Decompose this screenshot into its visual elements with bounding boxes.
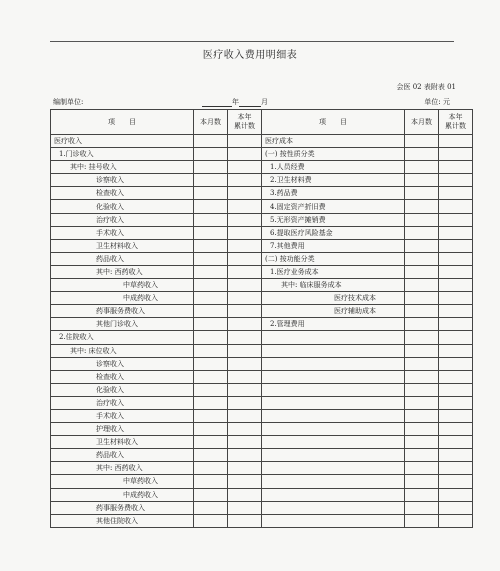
left-this-month-cell[interactable] xyxy=(194,501,228,514)
table-row xyxy=(51,331,473,344)
right-this-month-cell[interactable] xyxy=(405,383,439,396)
right-ytd-cell[interactable] xyxy=(439,148,473,161)
left-item-label: 医疗收入 xyxy=(51,135,194,148)
right-this-month-cell[interactable] xyxy=(405,331,439,344)
month-label: 月 xyxy=(261,98,268,106)
table-row xyxy=(51,279,473,292)
right-item-label xyxy=(262,357,405,370)
right-ytd-cell[interactable] xyxy=(439,135,473,148)
right-this-month-cell[interactable] xyxy=(405,305,439,318)
left-this-month-cell[interactable] xyxy=(194,200,228,213)
right-this-month-cell[interactable] xyxy=(405,488,439,501)
left-this-month-cell[interactable] xyxy=(194,462,228,475)
left-item-label: 其中: 西药收入 xyxy=(51,265,194,278)
compiling-unit-label: 编制单位: xyxy=(53,98,84,106)
right-ytd-cell[interactable] xyxy=(439,174,473,187)
left-item-label: 药事服务费收入 xyxy=(51,501,194,514)
table-row xyxy=(51,488,473,501)
table-row xyxy=(51,423,473,436)
right-item-label xyxy=(262,370,405,383)
left-item-label: 药品收入 xyxy=(51,449,194,462)
right-item-label xyxy=(262,396,405,409)
left-ytd-cell[interactable] xyxy=(228,488,262,501)
left-ytd-cell[interactable] xyxy=(228,475,262,488)
left-ytd-cell[interactable] xyxy=(228,148,262,161)
right-ytd-cell[interactable] xyxy=(439,252,473,265)
right-this-month-cell[interactable] xyxy=(405,161,439,174)
left-item-label: 2.住院收入 xyxy=(51,331,194,344)
left-this-month-cell[interactable] xyxy=(194,488,228,501)
left-item-label: 化验收入 xyxy=(51,383,194,396)
left-ytd-cell[interactable] xyxy=(228,305,262,318)
right-ytd-cell[interactable] xyxy=(439,239,473,252)
right-item-label xyxy=(262,331,405,344)
right-this-month-cell[interactable] xyxy=(405,344,439,357)
left-ytd-cell[interactable] xyxy=(228,409,262,422)
left-ytd-cell[interactable] xyxy=(228,187,262,200)
right-item-label xyxy=(262,514,405,527)
right-this-month-cell[interactable] xyxy=(405,213,439,226)
left-item-label: 中成药收入 xyxy=(51,488,194,501)
right-this-month-cell[interactable] xyxy=(405,265,439,278)
right-item-label xyxy=(262,501,405,514)
right-ytd-cell[interactable] xyxy=(439,226,473,239)
left-this-month-cell[interactable] xyxy=(194,161,228,174)
right-item-label xyxy=(262,383,405,396)
right-item-label xyxy=(262,475,405,488)
left-this-month-cell[interactable] xyxy=(194,187,228,200)
right-ytd-cell[interactable] xyxy=(439,449,473,462)
right-ytd-cell[interactable] xyxy=(439,161,473,174)
right-this-month-cell[interactable] xyxy=(405,449,439,462)
left-ytd-cell[interactable] xyxy=(228,370,262,383)
right-this-month-cell[interactable] xyxy=(405,239,439,252)
header-ytd-left: 本年 累计数 xyxy=(228,110,262,135)
table-row xyxy=(51,252,473,265)
right-this-month-cell[interactable] xyxy=(405,174,439,187)
right-this-month-cell[interactable] xyxy=(405,370,439,383)
left-item-label: 护理收入 xyxy=(51,423,194,436)
table-row xyxy=(51,135,473,148)
table-row xyxy=(51,226,473,239)
right-ytd-cell[interactable] xyxy=(439,514,473,527)
table-row xyxy=(51,174,473,187)
left-this-month-cell[interactable] xyxy=(194,226,228,239)
header-ytd-right: 本年 累计数 xyxy=(439,110,473,135)
table-row xyxy=(51,318,473,331)
right-this-month-cell[interactable] xyxy=(405,200,439,213)
left-this-month-cell[interactable] xyxy=(194,423,228,436)
left-ytd-cell[interactable] xyxy=(228,174,262,187)
left-item-label: 卫生材料收入 xyxy=(51,436,194,449)
right-item-label xyxy=(262,488,405,501)
header-this-month-right: 本月数 xyxy=(405,110,439,135)
right-item-label xyxy=(262,449,405,462)
report-title: 医疗收入费用明细表 xyxy=(202,50,298,61)
right-ytd-cell[interactable] xyxy=(439,292,473,305)
right-this-month-cell[interactable] xyxy=(405,357,439,370)
right-this-month-cell[interactable] xyxy=(405,226,439,239)
left-item-label: 检查收入 xyxy=(51,370,194,383)
left-ytd-cell[interactable] xyxy=(228,135,262,148)
right-ytd-cell[interactable] xyxy=(439,331,473,344)
left-item-label: 其他住院收入 xyxy=(51,514,194,527)
right-ytd-cell[interactable] xyxy=(439,436,473,449)
right-this-month-cell[interactable] xyxy=(405,423,439,436)
right-item-label xyxy=(262,436,405,449)
left-ytd-cell[interactable] xyxy=(228,226,262,239)
left-this-month-cell[interactable] xyxy=(194,436,228,449)
right-ytd-cell[interactable] xyxy=(439,357,473,370)
top-rule xyxy=(50,41,454,42)
left-item-label: 诊察收入 xyxy=(51,174,194,187)
right-this-month-cell[interactable] xyxy=(405,436,439,449)
left-ytd-cell[interactable] xyxy=(228,383,262,396)
form-code: 会医 02 表附表 01 xyxy=(396,83,456,91)
left-ytd-cell[interactable] xyxy=(228,161,262,174)
left-item-label: 1.门诊收入 xyxy=(51,148,194,161)
table-row xyxy=(51,161,473,174)
right-ytd-cell[interactable] xyxy=(439,318,473,331)
currency-unit-label: 单位: 元 xyxy=(424,98,450,106)
table-row xyxy=(51,305,473,318)
right-ytd-cell[interactable] xyxy=(439,187,473,200)
left-item-label: 治疗收入 xyxy=(51,213,194,226)
table-row xyxy=(51,409,473,422)
left-this-month-cell[interactable] xyxy=(194,213,228,226)
right-ytd-cell[interactable] xyxy=(439,462,473,475)
right-item-label: 医疗成本 xyxy=(262,135,405,148)
right-item-label: 医疗辅助成本 xyxy=(262,305,405,318)
left-item-label: 检查收入 xyxy=(51,187,194,200)
right-ytd-cell[interactable] xyxy=(439,370,473,383)
left-this-month-cell[interactable] xyxy=(194,383,228,396)
right-item-label xyxy=(262,409,405,422)
right-item-label: (二) 按功能分类 xyxy=(262,252,405,265)
right-ytd-cell[interactable] xyxy=(439,501,473,514)
left-this-month-cell[interactable] xyxy=(194,370,228,383)
table-row xyxy=(51,200,473,213)
right-this-month-cell[interactable] xyxy=(405,514,439,527)
left-this-month-cell[interactable] xyxy=(194,396,228,409)
right-this-month-cell[interactable] xyxy=(405,409,439,422)
left-ytd-cell[interactable] xyxy=(228,331,262,344)
left-ytd-cell[interactable] xyxy=(228,213,262,226)
table-row xyxy=(51,396,473,409)
left-item-label: 手术收入 xyxy=(51,409,194,422)
left-ytd-cell[interactable] xyxy=(228,292,262,305)
left-item-label: 手术收入 xyxy=(51,226,194,239)
month-blank[interactable] xyxy=(239,98,261,107)
left-this-month-cell[interactable] xyxy=(194,239,228,252)
left-this-month-cell[interactable] xyxy=(194,331,228,344)
left-item-label: 其中: 挂号收入 xyxy=(51,161,194,174)
table-row xyxy=(51,383,473,396)
right-this-month-cell[interactable] xyxy=(405,148,439,161)
left-ytd-cell[interactable] xyxy=(228,265,262,278)
right-ytd-cell[interactable] xyxy=(439,305,473,318)
table-row xyxy=(51,436,473,449)
table-row xyxy=(51,292,473,305)
left-ytd-cell[interactable] xyxy=(228,501,262,514)
right-this-month-cell[interactable] xyxy=(405,252,439,265)
left-this-month-cell[interactable] xyxy=(194,292,228,305)
left-item-label: 中成药收入 xyxy=(51,292,194,305)
right-ytd-cell[interactable] xyxy=(439,344,473,357)
right-item-label: 1.医疗业务成本 xyxy=(262,265,405,278)
table-header-row xyxy=(51,110,473,135)
right-ytd-cell[interactable] xyxy=(439,409,473,422)
detail-table xyxy=(50,109,473,528)
table-row xyxy=(51,449,473,462)
header-this-month-left: 本月数 xyxy=(194,110,228,135)
right-item-label: 5.无形资产摊销费 xyxy=(262,213,405,226)
right-this-month-cell[interactable] xyxy=(405,187,439,200)
left-ytd-cell[interactable] xyxy=(228,462,262,475)
table-row xyxy=(51,475,473,488)
left-ytd-cell[interactable] xyxy=(228,279,262,292)
left-this-month-cell[interactable] xyxy=(194,475,228,488)
right-this-month-cell[interactable] xyxy=(405,396,439,409)
right-this-month-cell[interactable] xyxy=(405,501,439,514)
left-this-month-cell[interactable] xyxy=(194,514,228,527)
left-item-label: 药事服务费收入 xyxy=(51,305,194,318)
left-ytd-cell[interactable] xyxy=(228,239,262,252)
right-item-label: 医疗技术成本 xyxy=(262,292,405,305)
left-ytd-cell[interactable] xyxy=(228,200,262,213)
left-this-month-cell[interactable] xyxy=(194,252,228,265)
right-item-label: 3.药品费 xyxy=(262,187,405,200)
left-item-label: 治疗收入 xyxy=(51,396,194,409)
left-this-month-cell[interactable] xyxy=(194,357,228,370)
report-meta xyxy=(50,97,454,109)
right-item-label: 2.管理费用 xyxy=(262,318,405,331)
left-this-month-cell[interactable] xyxy=(194,409,228,422)
right-item-label: 7.其他费用 xyxy=(262,239,405,252)
left-item-label: 其中: 床位收入 xyxy=(51,344,194,357)
right-ytd-cell[interactable] xyxy=(439,475,473,488)
table-row xyxy=(51,357,473,370)
right-item-label: (一) 按性质分类 xyxy=(262,148,405,161)
table-row xyxy=(51,370,473,383)
right-item-label: 4.固定资产折旧费 xyxy=(262,200,405,213)
left-this-month-cell[interactable] xyxy=(194,265,228,278)
table-row xyxy=(51,239,473,252)
header-item-left: 项 目 xyxy=(51,110,194,135)
table-row xyxy=(51,514,473,527)
table-row xyxy=(51,265,473,278)
left-item-label: 药品收入 xyxy=(51,252,194,265)
right-item-label: 6.提取医疗风险基金 xyxy=(262,226,405,239)
right-item-label xyxy=(262,462,405,475)
left-this-month-cell[interactable] xyxy=(194,279,228,292)
right-ytd-cell[interactable] xyxy=(439,383,473,396)
table-row xyxy=(51,213,473,226)
table-row xyxy=(51,462,473,475)
left-ytd-cell[interactable] xyxy=(228,318,262,331)
left-item-label: 中草药收入 xyxy=(51,475,194,488)
header-item-right: 项 目 xyxy=(262,110,405,135)
left-item-label: 其他门诊收入 xyxy=(51,318,194,331)
left-ytd-cell[interactable] xyxy=(228,344,262,357)
right-item-label: 其中: 临床服务成本 xyxy=(262,279,405,292)
left-this-month-cell[interactable] xyxy=(194,135,228,148)
left-this-month-cell[interactable] xyxy=(194,174,228,187)
left-ytd-cell[interactable] xyxy=(228,357,262,370)
left-this-month-cell[interactable] xyxy=(194,318,228,331)
right-ytd-cell[interactable] xyxy=(439,279,473,292)
report-period xyxy=(202,97,268,107)
right-this-month-cell[interactable] xyxy=(405,475,439,488)
right-ytd-cell[interactable] xyxy=(439,200,473,213)
right-item-label xyxy=(262,344,405,357)
left-item-label: 化验收入 xyxy=(51,200,194,213)
left-item-label: 卫生材料收入 xyxy=(51,239,194,252)
table-row xyxy=(51,501,473,514)
left-this-month-cell[interactable] xyxy=(194,305,228,318)
right-this-month-cell[interactable] xyxy=(405,292,439,305)
left-item-label: 中草药收入 xyxy=(51,279,194,292)
right-item-label xyxy=(262,423,405,436)
right-item-label: 1.人员经费 xyxy=(262,161,405,174)
right-item-label: 2.卫生材料费 xyxy=(262,174,405,187)
right-this-month-cell[interactable] xyxy=(405,318,439,331)
left-ytd-cell[interactable] xyxy=(228,436,262,449)
left-item-label: 其中: 西药收入 xyxy=(51,462,194,475)
left-this-month-cell[interactable] xyxy=(194,148,228,161)
right-this-month-cell[interactable] xyxy=(405,135,439,148)
year-blank[interactable] xyxy=(202,98,232,107)
year-label: 年 xyxy=(232,98,239,106)
left-ytd-cell[interactable] xyxy=(228,252,262,265)
left-ytd-cell[interactable] xyxy=(228,514,262,527)
right-this-month-cell[interactable] xyxy=(405,279,439,292)
table-row xyxy=(51,344,473,357)
right-ytd-cell[interactable] xyxy=(439,265,473,278)
right-ytd-cell[interactable] xyxy=(439,396,473,409)
right-ytd-cell[interactable] xyxy=(439,423,473,436)
left-this-month-cell[interactable] xyxy=(194,449,228,462)
table-row xyxy=(51,187,473,200)
left-ytd-cell[interactable] xyxy=(228,396,262,409)
right-ytd-cell[interactable] xyxy=(439,488,473,501)
left-item-label: 诊察收入 xyxy=(51,357,194,370)
right-this-month-cell[interactable] xyxy=(405,462,439,475)
left-ytd-cell[interactable] xyxy=(228,423,262,436)
table-row xyxy=(51,148,473,161)
left-ytd-cell[interactable] xyxy=(228,449,262,462)
left-this-month-cell[interactable] xyxy=(194,344,228,357)
right-ytd-cell[interactable] xyxy=(439,213,473,226)
